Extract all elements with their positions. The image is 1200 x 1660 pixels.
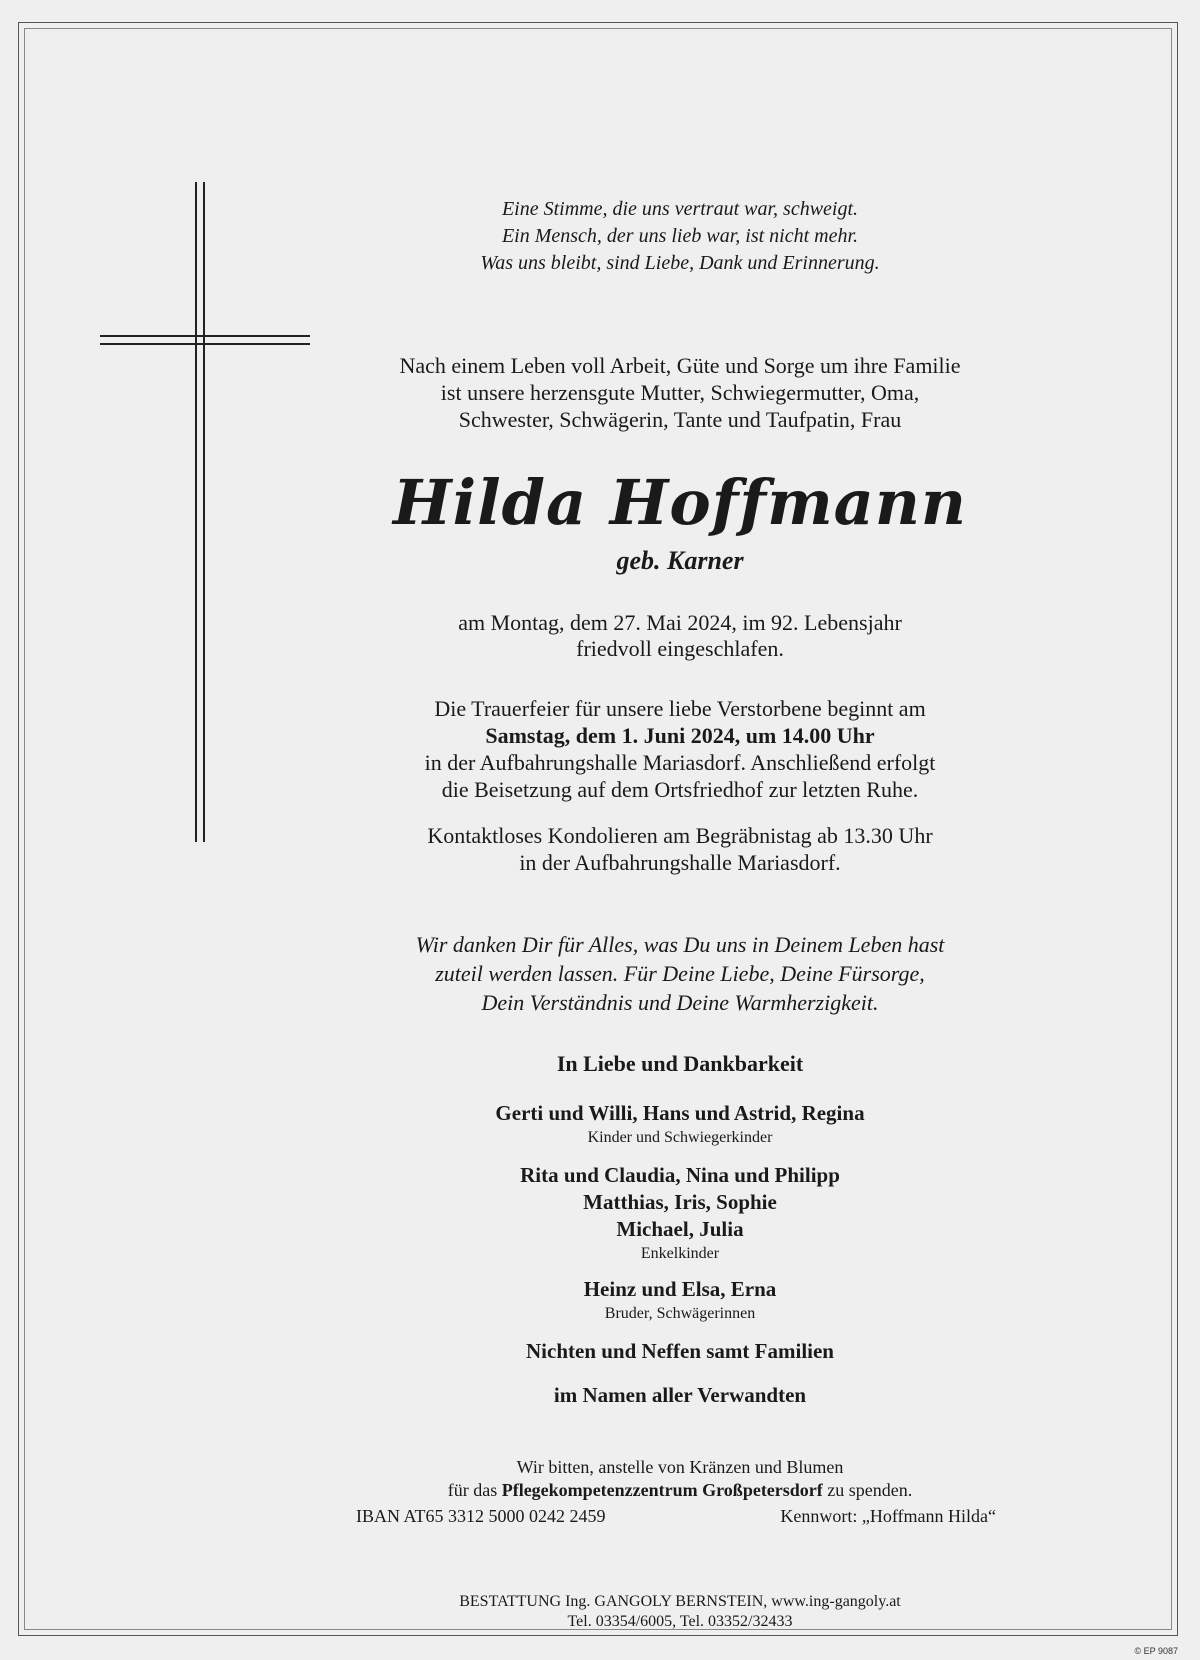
mourner-relation: Bruder, Schwägerinnen: [604, 1305, 756, 1322]
condolence-info: [330, 822, 1030, 876]
intro-text: [330, 352, 1030, 433]
funeral-line: in der Aufbahrungshalle Mariasdorf. Anschließend erfolgt: [424, 750, 936, 775]
mourner-names: Matthias, Iris, Sophie: [583, 1190, 777, 1214]
donation-recipient: Pflegekompetenzzentrum Großpetersdorf: [501, 1480, 823, 1500]
death-notice: [330, 610, 1030, 662]
undertaker-line: Tel. 03354/6005, Tel. 03352/32433: [567, 1613, 793, 1630]
verse-line: Ein Mensch, der uns lieb war, ist nicht mehr.: [501, 225, 859, 247]
intro-line: Nach einem Leben voll Arbeit, Güte und Sorge um ihre Familie: [399, 353, 961, 378]
mourner-group: [330, 1162, 1030, 1265]
donation-line: [330, 1479, 1030, 1502]
mourner-relation: Enkelkinder: [640, 1245, 720, 1262]
mourner-group: [330, 1100, 1030, 1149]
undertaker-info: [330, 1592, 1030, 1632]
bank-details: [356, 1504, 1006, 1528]
thanks-text: [330, 930, 1030, 1017]
death-line: friedvoll eingeschlafen.: [576, 636, 784, 661]
opening-verse: [330, 196, 1030, 277]
iban: IBAN AT65 3312 5000 0242 2459: [356, 1506, 606, 1526]
verse-line: Eine Stimme, die uns vertraut war, schweigt.: [501, 198, 859, 220]
thanks-line: Dein Verständnis und Deine Warmherzigkeit.: [481, 990, 879, 1015]
print-code: © EP 9087: [1134, 1646, 1178, 1656]
thanks-line: Wir danken Dir für Alles, was Du uns in Deinem Leben hast: [415, 932, 945, 957]
condolence-line: Kontaktloses Kondolieren am Begräbnistag ab 13.30 Uhr: [427, 823, 933, 848]
all-relatives: im Namen aller Verwandten: [553, 1383, 807, 1407]
donation-request: [330, 1456, 1030, 1502]
cross-icon: [100, 182, 310, 842]
donation-line: Wir bitten, anstelle von Kränzen und Blumen: [516, 1457, 844, 1477]
mourner-group: [330, 1276, 1030, 1325]
mourner-names: Michael, Julia: [616, 1217, 744, 1241]
maiden-name: geb. Karner: [616, 546, 744, 575]
funeral-line: die Beisetzung auf dem Ortsfriedhof zur letzten Ruhe.: [441, 777, 919, 802]
donation-prefix: für das: [447, 1480, 498, 1500]
verse-line: Was uns bleibt, sind Liebe, Dank und Erinnerung.: [480, 252, 880, 274]
death-line: am Montag, dem 27. Mai 2024, im 92. Lebensjahr: [458, 610, 902, 635]
funeral-date: Samstag, dem 1. Juni 2024, um 14.00 Uhr: [485, 723, 875, 748]
mourner-relation: Kinder und Schwiegerkinder: [587, 1129, 773, 1146]
funeral-line: Die Trauerfeier für unsere liebe Verstorbene beginnt am: [434, 696, 926, 721]
funeral-info: [330, 695, 1030, 803]
thanks-line: zuteil werden lassen. Für Deine Liebe, Deine Fürsorge,: [435, 961, 925, 986]
payment-keyword: Kennwort: „Hoffmann Hilda“: [780, 1506, 996, 1526]
mourner-names: Gerti und Willi, Hans und Astrid, Regina: [495, 1101, 865, 1125]
mourner-names: Rita und Claudia, Nina und Philipp: [520, 1163, 840, 1187]
intro-line: Schwester, Schwägerin, Tante und Taufpatin, Frau: [458, 407, 902, 432]
condolence-line: in der Aufbahrungshalle Mariasdorf.: [519, 850, 841, 875]
undertaker-line: BESTATTUNG Ing. GANGOLY BERNSTEIN, www.ing-gangoly.at: [459, 1593, 901, 1610]
donation-suffix: zu spenden.: [827, 1480, 913, 1500]
mourner-names: Heinz und Elsa, Erna: [583, 1277, 777, 1301]
intro-line: ist unsere herzensgute Mutter, Schwiegermutter, Oma,: [440, 380, 920, 405]
deceased-name: Hilda Hoffmann: [393, 466, 967, 539]
nieces-nephews: Nichten und Neffen samt Familien: [526, 1339, 834, 1363]
mourners-title: In Liebe und Dankbarkeit: [556, 1051, 804, 1076]
